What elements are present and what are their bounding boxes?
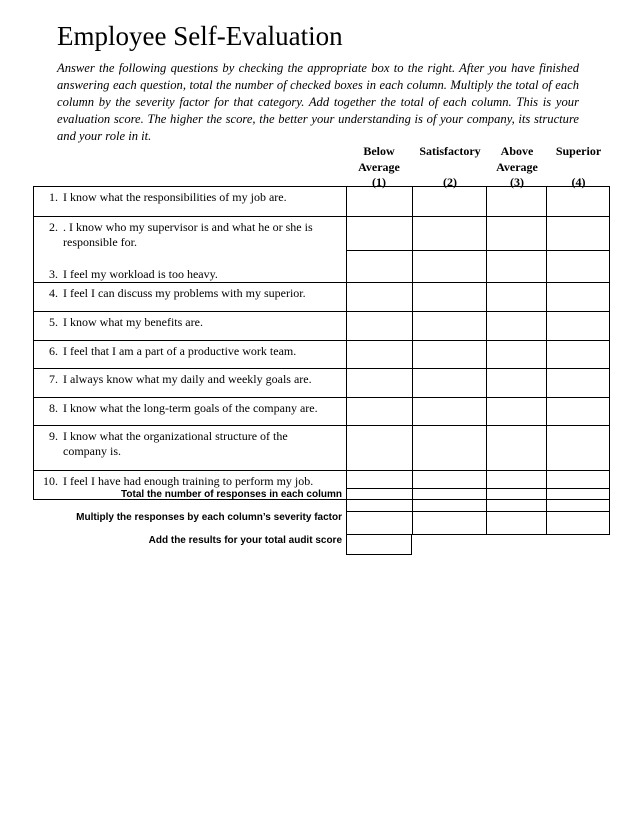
checkbox-satisfactory[interactable]	[413, 187, 487, 217]
checkbox-below-average[interactable]	[347, 187, 413, 217]
table-row	[34, 187, 610, 217]
total-below-average-field[interactable]	[347, 489, 413, 512]
question-text: I know what the responsibilities of my job are.	[63, 190, 287, 204]
checkbox-below-average[interactable]	[347, 369, 413, 398]
question-number: 9.	[49, 429, 58, 443]
checkbox-below-average[interactable]	[347, 283, 413, 312]
header-spacer	[413, 160, 487, 176]
checkbox-superior[interactable]	[547, 369, 610, 398]
table-row	[34, 341, 610, 369]
table-row	[34, 426, 610, 471]
header-spacer	[547, 160, 610, 176]
checkbox-superior[interactable]	[547, 312, 610, 341]
checkbox-above-average[interactable]	[487, 217, 547, 251]
question-cell	[34, 312, 347, 341]
column-label: Below Average	[358, 144, 400, 174]
question-cell	[34, 369, 347, 398]
weighted-satisfactory-field[interactable]	[413, 512, 487, 535]
table-row	[34, 283, 610, 312]
checkbox-satisfactory[interactable]	[413, 217, 487, 251]
checkbox-above-average[interactable]	[487, 250, 547, 283]
column-header-below-average	[346, 144, 412, 191]
checkbox-satisfactory[interactable]	[413, 398, 487, 426]
checkbox-superior[interactable]	[547, 250, 610, 283]
question-text: I feel I can discuss my problems with my superior.	[63, 286, 306, 300]
checkbox-above-average[interactable]	[487, 187, 547, 217]
column-label: Above Average	[496, 144, 538, 174]
checkbox-above-average[interactable]	[487, 398, 547, 426]
question-number: 1.	[49, 190, 58, 204]
question-number: 8.	[49, 401, 58, 415]
question-number: 4.	[49, 286, 58, 300]
weighted-row	[347, 512, 610, 535]
checkbox-satisfactory[interactable]	[413, 312, 487, 341]
weighted-below-average-field[interactable]	[347, 512, 413, 535]
column-factor: (2)	[443, 175, 457, 189]
question-text: I know what the long-term goals of the company are.	[63, 401, 318, 415]
audit-score-label: Add the results for your total audit score	[148, 535, 342, 546]
table-row	[34, 250, 610, 283]
column-header-satisfactory	[413, 144, 487, 191]
checkbox-below-average[interactable]	[347, 341, 413, 369]
evaluation-table	[33, 186, 610, 500]
audit-score-field[interactable]	[346, 534, 412, 555]
weighted-above-average-field[interactable]	[487, 512, 547, 535]
column-factor: (3)	[510, 175, 524, 189]
checkbox-above-average[interactable]	[487, 341, 547, 369]
summary-table	[346, 488, 610, 535]
question-cell	[34, 217, 347, 251]
checkbox-above-average[interactable]	[487, 283, 547, 312]
checkbox-satisfactory[interactable]	[413, 369, 487, 398]
question-text: . I know who my supervisor is and what he or she is responsible for.	[63, 220, 313, 249]
checkbox-satisfactory[interactable]	[413, 426, 487, 471]
total-satisfactory-field[interactable]	[413, 489, 487, 512]
column-label: Superior	[555, 144, 602, 158]
question-text: I know what my benefits are.	[63, 315, 203, 329]
table-row	[34, 217, 610, 251]
question-text: I know what the organizational structure of the company is.	[63, 429, 288, 458]
question-text: I feel I have had enough training to perform my job.	[63, 474, 314, 488]
question-text: I feel my workload is too heavy.	[63, 267, 218, 281]
column-label: Satisfactory	[419, 144, 481, 158]
checkbox-below-average[interactable]	[347, 250, 413, 283]
multiply-factor-label: Multiply the responses by each column’s severity factor	[76, 512, 342, 523]
column-header-above-average	[487, 144, 547, 191]
question-text: I feel that I am a part of a productive work team.	[63, 344, 297, 358]
checkbox-satisfactory[interactable]	[413, 283, 487, 312]
checkbox-above-average[interactable]	[487, 426, 547, 471]
checkbox-superior[interactable]	[547, 283, 610, 312]
question-number: 5.	[49, 315, 58, 329]
checkbox-superior[interactable]	[547, 217, 610, 251]
checkbox-above-average[interactable]	[487, 312, 547, 341]
question-number: 10.	[43, 474, 58, 488]
checkbox-satisfactory[interactable]	[413, 341, 487, 369]
question-cell	[34, 426, 347, 471]
table-row	[34, 398, 610, 426]
question-text: I always know what my daily and weekly goals are.	[63, 372, 312, 386]
checkbox-satisfactory[interactable]	[413, 250, 487, 283]
question-cell	[34, 341, 347, 369]
checkbox-below-average[interactable]	[347, 312, 413, 341]
checkbox-superior[interactable]	[547, 341, 610, 369]
question-number: 2.	[49, 220, 58, 234]
checkbox-superior[interactable]	[547, 187, 610, 217]
checkbox-above-average[interactable]	[487, 369, 547, 398]
column-factor: (4)	[571, 175, 586, 189]
question-number: 3.	[49, 267, 58, 281]
page-title: Employee Self-Evaluation	[57, 21, 343, 51]
instructions: Answer the following questions by checking the appropriate box to the right. After you have finished answering each question, total the number of checked boxes in each column. Multiply the total of each column by the severity factor for that category. Add together the total of each column. This is your evaluation score. The higher the score, the better your understanding is of your company, its structure and your role in it.	[57, 61, 579, 143]
weighted-superior-field[interactable]	[547, 512, 610, 535]
table-row	[34, 369, 610, 398]
total-above-average-field[interactable]	[487, 489, 547, 512]
column-header-superior	[547, 144, 610, 191]
total-responses-row	[347, 489, 610, 512]
question-cell	[34, 398, 347, 426]
total-superior-field[interactable]	[547, 489, 610, 512]
total-responses-label: Total the number of responses in each column	[121, 489, 342, 500]
table-row	[34, 312, 610, 341]
question-number: 6.	[49, 344, 58, 358]
checkbox-below-average[interactable]	[347, 426, 413, 471]
checkbox-below-average[interactable]	[347, 398, 413, 426]
question-number: 7.	[49, 372, 58, 386]
question-cell	[34, 250, 347, 283]
checkbox-superior[interactable]	[547, 398, 610, 426]
column-factor: (1)	[372, 175, 386, 189]
checkbox-superior[interactable]	[547, 426, 610, 471]
question-cell	[34, 283, 347, 312]
checkbox-below-average[interactable]	[347, 217, 413, 251]
question-cell	[34, 187, 347, 217]
